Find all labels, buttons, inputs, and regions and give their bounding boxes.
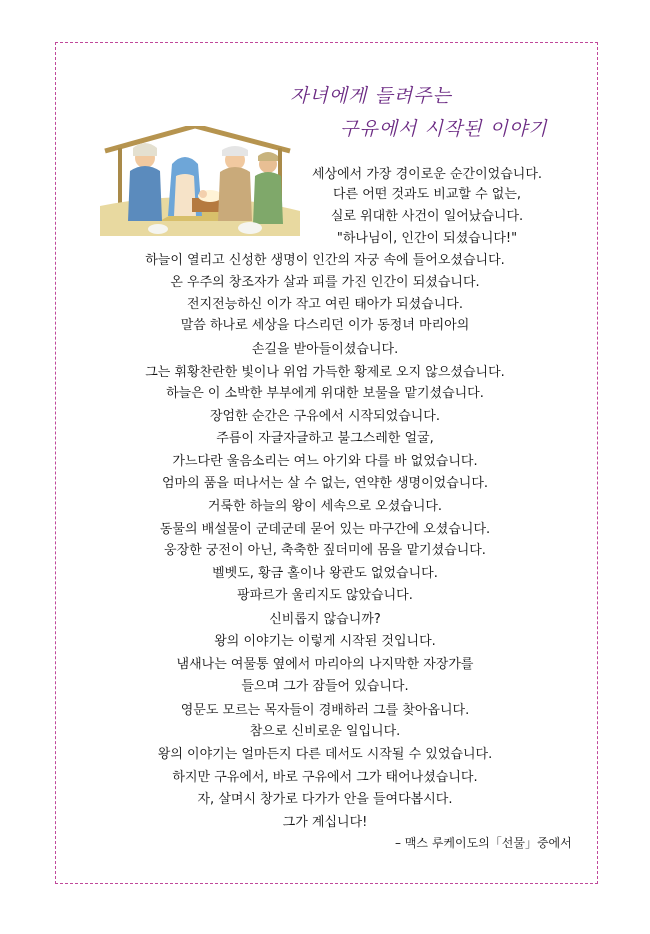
poem-line: 거룩한 하늘의 왕이 세속으로 오셨습니다. [207, 499, 443, 514]
poem-line: 왕의 이야기는 이렇게 시작된 것입니다. [214, 634, 436, 649]
poem-line: "하나님이, 인간이 되셨습니다!" [336, 231, 518, 246]
poem-line: 다른 어떤 것과도 비교할 수 없는, [332, 187, 522, 202]
poem-line: 실로 위대한 사건이 일어났습니다. [330, 209, 524, 224]
poem-line: 신비롭지 않습니까? [269, 612, 381, 627]
title-line-1: 자녀에게 들려주는 [290, 85, 452, 107]
poem-line: 손길을 받아들이셨습니다. [251, 342, 399, 357]
poem-line: 그가 계십니다! [282, 815, 368, 830]
poem-line: 영문도 모르는 목자들이 경배하러 그를 찾아옵니다. [180, 703, 470, 718]
poem-line: 온 우주의 창조자가 살과 피를 가진 인간이 되셨습니다. [170, 275, 480, 290]
poem-line: 장엄한 순간은 구유에서 시작되었습니다. [209, 409, 440, 424]
poem-line: 벨벳도, 황금 홀이나 왕관도 없었습니다. [212, 566, 438, 581]
poem-line: 가느다란 울음소리는 여느 아기와 다를 바 없었습니다. [172, 454, 478, 469]
poem-line: 자, 살며시 창가로 다가가 안을 들여다봅시다. [197, 792, 453, 807]
poem-line: 전지전능하신 이가 작고 여린 태아가 되셨습니다. [187, 297, 463, 312]
poem-line: 하지만 구유에서, 바로 구유에서 그가 태어나셨습니다. [172, 770, 478, 785]
poem-line: 그는 휘황찬란한 빛이나 위엄 가득한 황제로 오지 않으셨습니다. [145, 365, 505, 380]
poem-line: 주름이 자글자글하고 불그스레한 얼굴, [216, 431, 434, 446]
source-credit: – 맥스 루케이도의「선물」중에서 [395, 836, 572, 850]
poem-line: 웅장한 궁전이 아닌, 축축한 짚더미에 몸을 맡기셨습니다. [164, 543, 486, 558]
poem-line: 냄새나는 여물통 옆에서 마리아의 나지막한 자장가를 [176, 657, 474, 672]
nativity-illustration [100, 126, 300, 236]
poem-line: 하늘이 열리고 신성한 생명이 인간의 자궁 속에 들어오셨습니다. [145, 253, 505, 268]
title-line-2: 구유에서 시작된 이야기 [340, 118, 548, 140]
poem-line: 들으며 그가 잠들어 있습니다. [241, 679, 409, 694]
poem-line: 참으로 신비로운 일입니다. [249, 724, 401, 739]
poem-line: 왕의 이야기는 얼마든지 다른 데서도 시작될 수 있었습니다. [157, 747, 493, 762]
poem-line: 엄마의 품을 떠나서는 살 수 없는, 연약한 생명이었습니다. [161, 476, 489, 491]
poem-line: 말씀 하나로 세상을 다스리던 이가 동정녀 마리아의 [180, 318, 470, 333]
poem-line: 동물의 배설물이 군데군데 묻어 있는 마구간에 오셨습니다. [159, 522, 491, 537]
poem-line: 세상에서 가장 경이로운 순간이었습니다. [312, 167, 543, 182]
poem-line: 하늘은 이 소박한 부부에게 위대한 보물을 맡기셨습니다. [166, 386, 484, 401]
poem-line: 팡파르가 울리지도 않았습니다. [237, 588, 413, 603]
